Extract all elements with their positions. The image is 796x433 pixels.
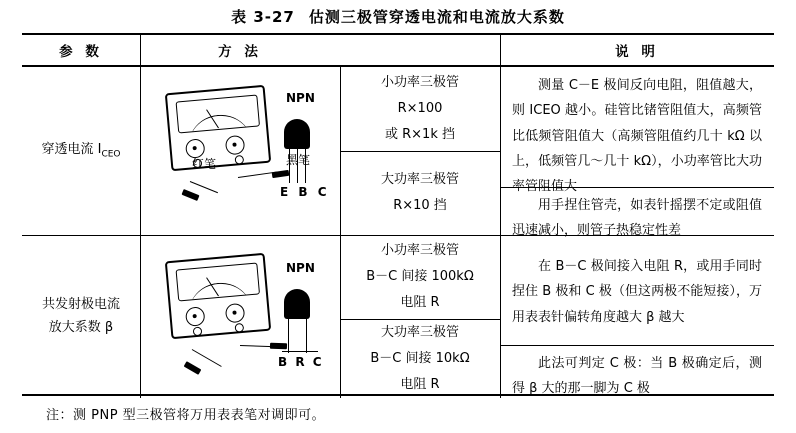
condition-line: 电阻 R bbox=[400, 376, 440, 392]
multimeter-illustration-2 bbox=[168, 257, 348, 397]
condition-line: R×100 bbox=[397, 101, 443, 116]
transistor-leg-b2 bbox=[288, 319, 289, 353]
multimeter-illustration-1 bbox=[168, 89, 348, 229]
condition-cell-1b bbox=[340, 151, 500, 235]
meter-jack-right bbox=[234, 155, 244, 165]
resistor-bridge bbox=[282, 351, 318, 352]
black-probe-label: 黑笔 bbox=[286, 153, 311, 167]
red-lead-wire bbox=[190, 181, 218, 193]
red-probe-label: 红笔 bbox=[192, 157, 217, 171]
table-header-row bbox=[22, 35, 774, 67]
condition-cell-1a bbox=[340, 67, 500, 151]
data-table bbox=[22, 33, 774, 396]
npn-label-1: NPN bbox=[286, 91, 315, 105]
npn-label-2: NPN bbox=[286, 261, 315, 275]
desc-paragraph: 在 B－C 极间接入电阻 R，或用手同时捏住 B 极和 C 极（但这两极不能短接），万用表表针偏转角度越大 β 越大 bbox=[512, 258, 762, 325]
method-diagram-2 bbox=[140, 235, 340, 398]
desc-cell-2b bbox=[500, 345, 774, 398]
method-diagram-1 bbox=[140, 67, 340, 235]
meter-jack-left bbox=[193, 327, 203, 337]
red-probe-tip bbox=[181, 189, 199, 201]
desc-cell-1a bbox=[500, 67, 774, 195]
table-title bbox=[0, 6, 796, 27]
meter-knob-left bbox=[185, 306, 206, 327]
table-row bbox=[22, 67, 140, 235]
probe-tip-right bbox=[270, 343, 287, 350]
desc-paragraph: 用手捏住管壳，如表针摇摆不定或阻值迅速减小，则管子热稳定性差 bbox=[512, 198, 762, 239]
header-divider-2 bbox=[500, 35, 501, 65]
meter-body bbox=[165, 85, 271, 171]
condition-cell-2a bbox=[340, 235, 500, 319]
condition-line: 电阻 R bbox=[400, 295, 440, 310]
meter-scale-face bbox=[176, 94, 260, 133]
condition-line: 大功率三极管 bbox=[380, 324, 459, 340]
meter-scale-face bbox=[176, 262, 260, 301]
param-label-2: 共发射极电流 放大系数 β bbox=[41, 297, 120, 335]
header-param: 参 数 bbox=[59, 44, 103, 60]
meter-knob-right bbox=[225, 303, 246, 324]
condition-line: 小功率三极管 bbox=[380, 243, 459, 258]
probe-tip-left bbox=[184, 361, 202, 375]
header-divider-1 bbox=[140, 35, 141, 65]
table-body bbox=[22, 67, 774, 398]
transistor-body-1 bbox=[284, 119, 310, 149]
transistor-pins-label-2: B R C bbox=[278, 355, 324, 369]
meter-knob-right bbox=[225, 135, 246, 156]
condition-cell-2b bbox=[340, 319, 500, 398]
meter-jack-right bbox=[234, 323, 244, 333]
desc-cell-1b bbox=[500, 187, 774, 239]
meter-needle bbox=[206, 109, 219, 128]
transistor-body-2 bbox=[284, 289, 310, 319]
desc-paragraph: 此法可判定 C 极：当 B 极确定后，测得 β 大的那一脚为 C 极 bbox=[512, 356, 762, 397]
desc-paragraph: 测量 C－E 极间反向电阻，阻值越大，则 ICEO 越小。硅管比锗管阻值大，高频管比低频管阻值大（高频管阻值约几十 kΩ 以上，低频管几～几十 kΩ），小功率管比大功率管阻值大 bbox=[512, 78, 762, 195]
condition-line: 小功率三极管 bbox=[380, 75, 459, 90]
condition-line: 或 R×1k 挡 bbox=[385, 127, 455, 142]
black-probe-tip bbox=[272, 170, 290, 178]
header-method: 方 法 bbox=[218, 44, 262, 60]
header-desc: 说 明 bbox=[615, 44, 659, 60]
condition-line: B－C 间接 10kΩ bbox=[370, 350, 470, 366]
meter-body bbox=[165, 253, 271, 339]
transistor-leg-c2 bbox=[306, 319, 307, 353]
table-title-text: 估测三极管穿透电流和电流放大系数 bbox=[308, 8, 565, 26]
meter-needle bbox=[206, 277, 219, 296]
condition-line: 大功率三极管 bbox=[380, 172, 459, 187]
transistor-pins-label-1: E B C bbox=[280, 185, 330, 199]
table-note: 注：测 PNP 型三极管将万用表表笔对调即可。 bbox=[46, 408, 326, 423]
condition-line: R×10 挡 bbox=[393, 198, 447, 213]
table-number: 表 3-27 bbox=[231, 8, 295, 26]
desc-cell-2a bbox=[500, 235, 774, 345]
condition-line: B－C 间接 100kΩ bbox=[366, 269, 474, 284]
table-row bbox=[22, 235, 140, 398]
param-label-1: 穿透电流 $I_{CEO}$ bbox=[41, 142, 121, 160]
lead-wire-left bbox=[192, 349, 222, 367]
